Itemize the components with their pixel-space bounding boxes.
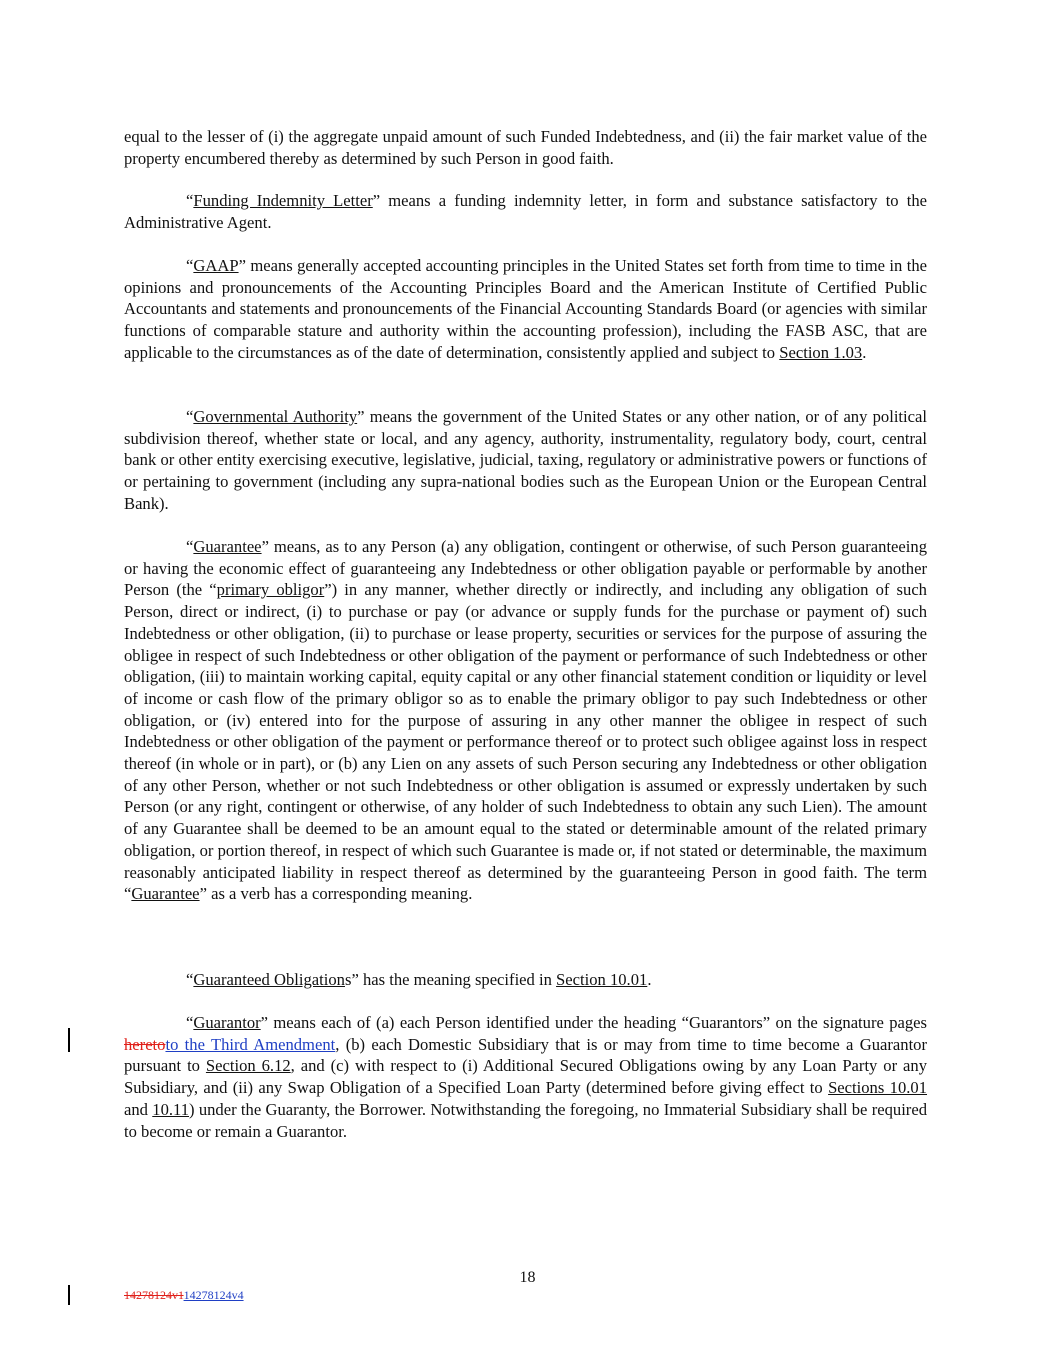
defined-term: GAAP	[193, 256, 239, 275]
definition-guarantor: “Guarantor” means each of (a) each Person identified under the heading “Guarantors” on the signature pages heretoto the Third Amendment, (b) each Domestic Subsidiary that is or may from time to time become a Guarantor pursuant to Section 6.12, and (c) with respect to (i) Additional Secured Obligations owing by any Loan Party or any Subsidiary, and (ii) any Swap Obligation of a Specified Loan Party (determined before giving effect to Sections 10.01 and 10.11) under the Guaranty, the Borrower. Notwithstanding the foregoing, no Immaterial Subsidiary shall be required to become or remain a Guarantor.	[124, 1013, 928, 1141]
inserted-text: to the Third Amendment	[165, 1034, 336, 1054]
section-reference: Sections 10.01	[828, 1078, 928, 1098]
deleted-text: hereto	[124, 1034, 166, 1054]
section-reference: Section 1.03	[779, 342, 863, 362]
definition-guarantee: “Guarantee” means, as to any Person (a) any obligation, contingent or otherwise, of such Person guaranteeing or having the economic effect of guaranteeing any Indebtedness or other obligation payable or performable by another Person (the “primary obligor”) in any manner, whether directly or indirectly, and including any obligation of such Person, direct or indirect, (i) to purchase or pay (or advance or supply funds for the purchase or payment of) such Indebtedness or other obligation, (ii) to purchase or lease property, securities or services for the purpose of assuring the obligee in respect of such Indebtedness or other obligation of the payment or performance of such Indebtedness or other obligation, (iii) to maintain working capital, equity capital or any other financial statement condition or liquidity or level of income or cash flow of the primary obligor so as to enable the primary obligor to pay such Indebtedness or other obligation, or (iv) entered into for the purpose of assuring in any other manner the obligee in respect of such Indebtedness or other obligation of the payment or performance thereof or to protect such obligee against loss in respect thereof (in whole or in part), or (b) any Lien on any assets of such Person securing any Indebtedness or other obligation of any other Person, whether or not such Indebtedness or other obligation is assumed or expressly undertaken by such Person (or any right, contingent or otherwise, of any holder of such Indebtedness to obtain any such Lien). The amount of any Guarantee shall be deemed to be an amount equal to the stated or determinable amount of the related primary obligation, or portion thereof, in respect of which such Guarantee is made or, if not stated or determinable, the maximum reasonably anticipated liability in respect thereof as determined by the guaranteeing Person in good faith. The term “Guarantee” as a verb has a corresponding meaning.	[124, 537, 927, 904]
defined-term: Guarantor	[193, 1013, 261, 1032]
definition-text: ) under the Guaranty, the Borrower. Notwithstanding the foregoing, no Immaterial Subsidiary shall be required to become or remain a Guarantor.	[124, 1099, 927, 1141]
definition-text: , and (c) with respect to (i) Additional Secured Obligations owing by any Loan Party or any Subsidiary, and (ii) any Swap Obligation of a Specified Loan Party (determined before giving effect to	[124, 1056, 927, 1098]
definition-guaranteed-obligations: “Guaranteed Obligations” has the meaning specified in Section 10.01.	[186, 970, 652, 989]
change-bar	[68, 1285, 70, 1305]
definition-text: means each of (a) each Person identified under the heading “Guarantors” on the signature pages	[268, 1013, 927, 1032]
inserted-docid: 14278124v4	[183, 1288, 244, 1302]
definition-text: ” as a verb has a corresponding meaning.	[199, 884, 473, 904]
section-reference: 10.11	[152, 1099, 189, 1119]
paragraph-text: equal to the lesser of (i) the aggregate unpaid amount of such Funded Indebtedness, and (ii) the fair market value of the property encumbered thereby as determined by such Person in good faith.	[124, 127, 927, 168]
definition-text: means a funding indemnity letter, in form and substance satisfactory to the Administrative Agent.	[124, 191, 927, 232]
definition-text: ” has the meaning specified in	[351, 970, 557, 989]
definition-text: means generally accepted accounting principles in the United States set forth from time to time in the opinions and pronouncements of the Accounting Principles Board and the American Institute of Certified Public Accountants and statements and pronouncements of the Financial Accounting Standards Board (or agencies with similar functions of comparable stature and authority within the accounting profession), including the FASB ASC, that are applicable to the circumstances as of the date of determination, consistently applied and subject to	[124, 256, 927, 362]
paragraph-funded-indebtedness-cont	[124, 126, 927, 169]
section-reference: Section 6.12	[205, 1056, 291, 1076]
definition-text: , (b) each Domestic Subsidiary that is or may from time to time become a Guarantor pursuant to	[124, 1034, 927, 1076]
definition-text: means the government of the United States or any other nation, or of any political subdivision thereof, whether state or local, and any agency, authority, instrumentality, regulatory body, court, central bank or other entity exercising executive, legislative, judicial, taxing, regulatory or administrative powers or functions of or pertaining to government (including any supra-national bodies such as the European Union or the European Central Bank).	[124, 407, 927, 513]
defined-term: Governmental Authority	[193, 407, 358, 426]
definition-text: ”) in any manner, whether directly or indirectly, and including any obligation of such Person, direct or indirect, (i) to purchase or pay (or advance or supply funds for the purchase or payment of) such Indebtedness or other obligation, (ii) to purchase or lease property, securities or services for the purpose of assuring the obligee in respect of such Indebtedness or other obligation of the payment or performance of such Indebtedness or other obligation, (iii) to maintain working capital, equity capital or any other financial statement condition or liquidity or level of income or cash flow of the primary obligor so as to enable the primary obligor to pay such Indebtedness or other obligation, or (iv) entered into for the purpose of assuring in any other manner the obligee in respect of such Indebtedness or other obligation of the payment or performance thereof or to protect such obligee against loss in respect thereof (in whole or in part), or (b) any Lien on any assets of such Person securing any Indebtedness or other obligation of any other Person, whether or not such Indebtedness or other obligation is assumed or expressly undertaken by such Person (or any right, contingent or otherwise, of any holder of such Indebtedness to obtain any such Lien). The amount of any Guarantee shall be deemed to be an amount equal to the stated or determinable amount of the related primary obligation, or portion thereof, in respect of which such Guarantee is made or, if not stated or determinable, the maximum reasonably anticipated liability in respect thereof as determined by the guaranteeing Person in good faith. The term “	[124, 580, 927, 904]
defined-term: Funding Indemnity Letter	[193, 191, 373, 210]
definition-text: means, as to any Person (a) any obligation, contingent or otherwise, of such Person guaranteeing or having the economic effect of guaranteeing any Indebtedness or other obligation payable or performable by another Person (the “	[124, 537, 927, 600]
defined-term: Guarantee	[193, 537, 262, 556]
definition-governmental-authority: “Governmental Authority” means the government of the United States or any other nation, or of any political subdivision thereof, whether state or local, and any agency, authority, instrumentality, regulatory body, court, central bank or other entity exercising executive, legislative, judicial, taxing, regulatory or administrative powers or functions of or pertaining to government (including any supra-national bodies such as the European Union or the European Central Bank).	[124, 407, 927, 513]
section-reference: Section 10.01	[556, 970, 648, 989]
defined-term: Guarantee	[131, 884, 200, 904]
change-bar	[68, 1028, 70, 1052]
deleted-docid: 14278124v1	[124, 1288, 184, 1302]
page-number: 18	[519, 1269, 536, 1286]
definition-funding-indemnity-letter: “Funding Indemnity Letter” means a funding indemnity letter, in form and substance satisfactory to the Administrative Agent.	[124, 191, 927, 232]
defined-term: Guaranteed Obligation	[193, 970, 345, 989]
defined-term-primary-obligor: primary obligor	[216, 580, 325, 600]
document-id	[124, 1288, 244, 1302]
definition-gaap: “GAAP” means generally accepted accounting principles in the United States set forth from time to time in the opinions and pronouncements of the Accounting Principles Board and the American Institute of Certified Public Accountants and statements and pronouncements of the Financial Accounting Standards Board (or agencies with similar functions of comparable stature and authority within the accounting profession), including the FASB ASC, that are applicable to the circumstances as of the date of determination, consistently applied and subject to Section 1.03.	[124, 256, 927, 362]
